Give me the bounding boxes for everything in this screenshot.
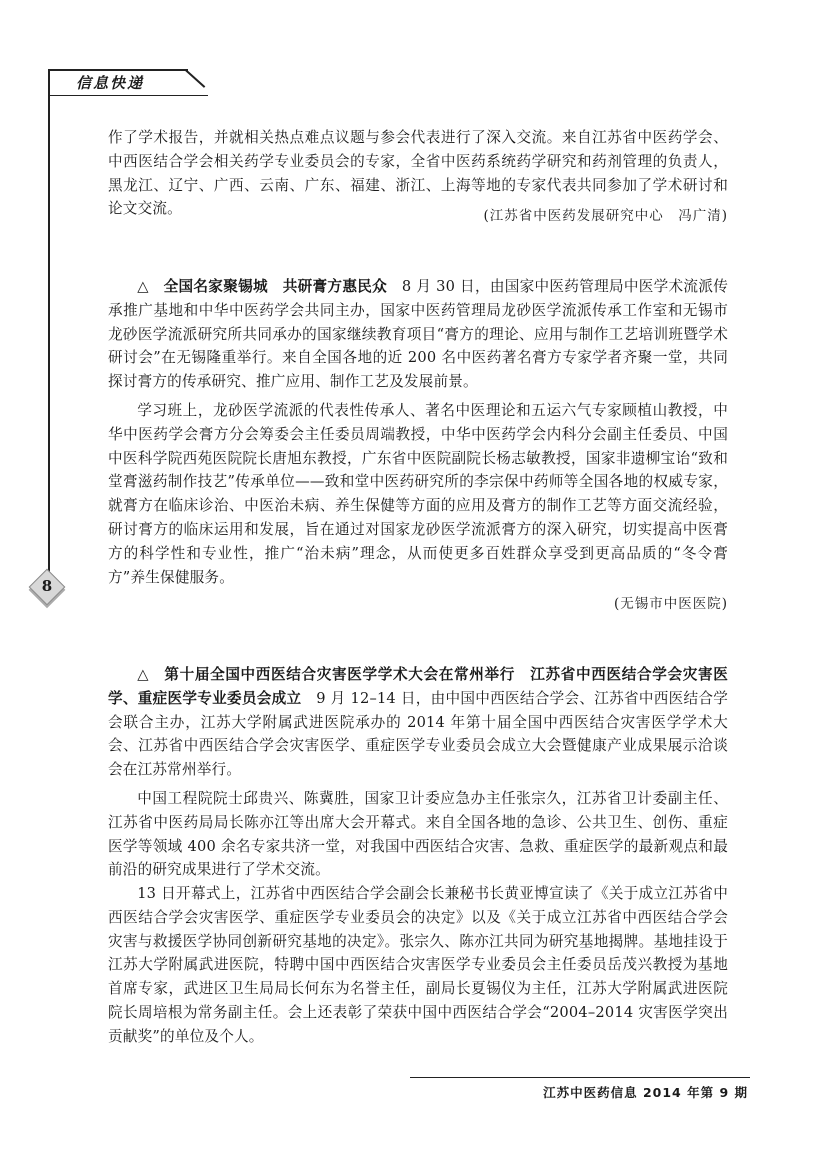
- page-number-badge: [30, 570, 64, 604]
- header-rule-bottom: [48, 95, 208, 96]
- article2-headline: 全国名家聚锡城 共研膏方惠民众: [163, 278, 387, 295]
- article3-para2: 中国工程院院士邱贵兴、陈冀胜，国家卫计委应急办主任张宗久，江苏省卫计委副主任、江苏省中医药局局长陈亦江等出席大会开幕式。来自全国各地的急诊、公共卫生、创伤、重症医学等领域 400 余名专家共济一堂，对我国中西医结合灾害、急救、重症医学的最新观点和最前沿的研究成果进行了学术交流。: [108, 790, 728, 879]
- triangle-marker-icon: △: [137, 278, 149, 295]
- article3-headline: 第十届全国中西医结合灾害医学学术大会在常州举行 江苏省中西医结合学会灾害医学、重症医学专业委员会成立: [108, 666, 728, 707]
- page-number: 8: [41, 577, 53, 595]
- footer-journal: 江苏中医药信息 2014 年第 9 期: [543, 1085, 748, 1100]
- article2-para2: 学习班上，龙砂医学流派的代表性传承人、著名中医理论和五运六气专家顾植山教授，中华中医药学会膏方分会筹委会主任委员周端教授，中华中医药学会内科分会副主任委员、中国中医科学院西苑医院院长唐旭东教授，广东省中医院副院长杨志敏教授，国家非遗柳宝诒“致和堂膏滋药制作技艺”传承单位——致和堂中医药研究所的李宗保中药师等全国各地的权威专家，就膏方在临床诊治、中医治未病、养生保健等方面的应用及膏方的制作工艺等方面交流经验，研讨膏方的临床运用和发展，旨在通过对国家龙砂医学流派膏方的深入研究，切实提高中医膏方的科学性和专业性，推广“治未病”理念，从而使更多百姓群众享受到更高品质的“冬令膏方”养生保健服务。: [108, 402, 728, 586]
- article3-lead-paragraph: [108, 663, 728, 782]
- article1-source: (江苏省中医药发展研究中心 冯广清): [483, 208, 728, 224]
- section-title: 信息快递: [76, 74, 145, 92]
- header-rule-top: [48, 69, 188, 71]
- article2-lead: 8 月 30 日，由国家中医药管理局中医学术流派传承推广基地和中华中医药学会共同主办，国家中医药管理局龙砂医学流派传承工作室和无锡市龙砂医学流派研究所共同承办的国家继续教育项目“膏方的理论、应用与制作工艺培训班暨学术研讨会”在无锡隆重举行。来自全国各地的近 200 名中医药著名膏方专家学者齐聚一堂，共同探讨膏方的传承研究、推广应用、制作工艺及发展前景。: [108, 278, 729, 391]
- footer-rule: [410, 1077, 750, 1078]
- article2-source: (无锡市中医医院): [613, 596, 728, 612]
- article2-lead-paragraph: [108, 275, 728, 394]
- header-rule-vertical: [48, 69, 50, 579]
- article3-para3: 13 日开幕式上，江苏省中西医结合学会副会长兼秘书长黄亚博宣读了《关于成立江苏省中西医结合学会灾害医学、重症医学专业委员会的决定》以及《关于成立江苏省中西医结合学会灾害与救援医学协同创新研究基地的决定》。张宗久、陈亦江共同为研究基地揭牌。基地挂设于江苏大学附属武进医院，特聘中国中西医结合灾害医学专业委员会主任委员岳茂兴教授为基地首席专家，武进区卫生局局长何东为名誉主任，副局长夏锡仪为主任，江苏大学附属武进医院院长周培根为常务副主任。会上还表彰了荣获中国中西医结合学会“2004–2014 灾害医学突出贡献奖”的单位及个人。: [108, 885, 728, 1045]
- header-rule-slant: [185, 69, 206, 88]
- article1-body: 作了学术报告，并就相关热点难点议题与参会代表进行了深入交流。来自江苏省中医药学会、中西医结合学会相关药学专业委员会的专家，全省中医药系统药学研究和药剂管理的负责人，黑龙江、辽宁、广西、云南、广东、福建、浙江、上海等地的专家代表共同参加了学术研讨和论文交流。: [108, 129, 728, 218]
- triangle-marker-icon: △: [137, 666, 150, 683]
- article3-lead: 9 月 12–14 日，由中国中西医结合学会、江苏省中西医结合学会联合主办，江苏大学附属武进医院承办的 2014 年第十届全国中西医结合灾害医学学术大会、江苏省中西医结合学会灾害医学、重症医学专业委员会成立大会暨健康产业成果展示洽谈会在江苏常州举行。: [108, 689, 729, 779]
